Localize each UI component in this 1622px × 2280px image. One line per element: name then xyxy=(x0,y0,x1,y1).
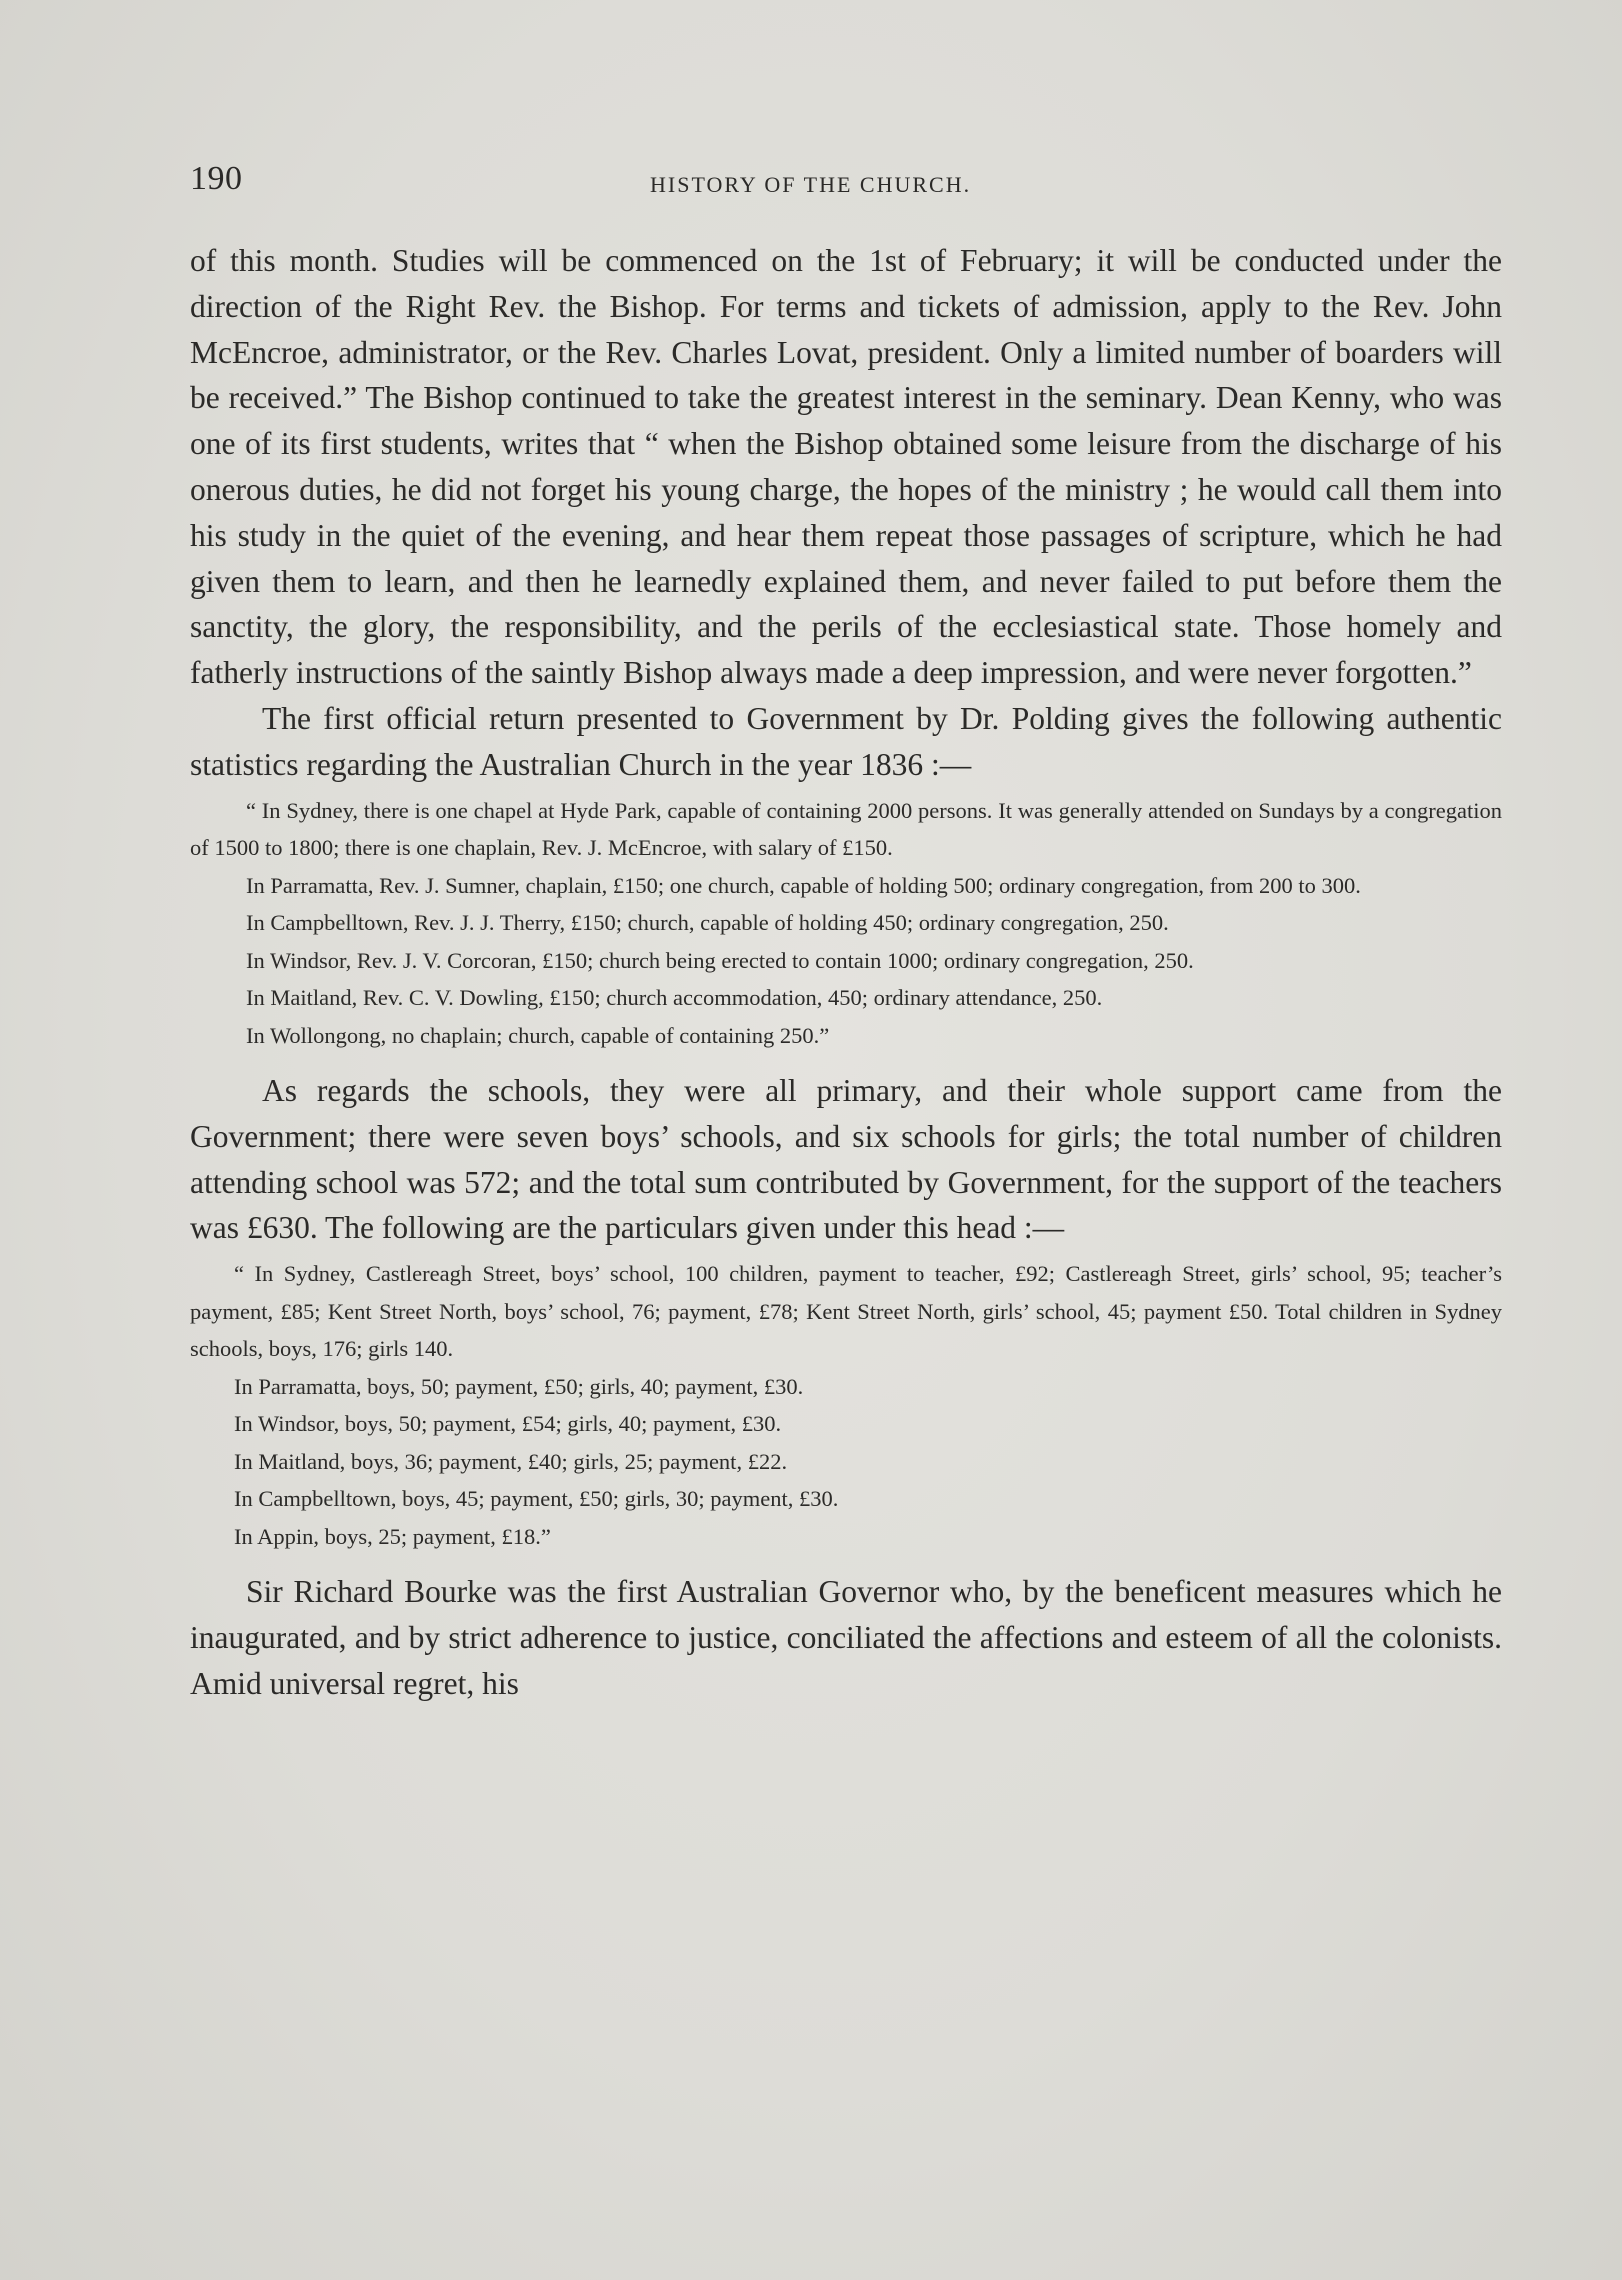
page-header xyxy=(190,160,1502,210)
school-sydney: “ In Sydney, Castlereagh Street, boys’ school, 100 children, payment to teacher, £92; Castlereagh Street, girls’ school, 95; teacher’s payment, £85; Kent Street North, boys’ school, 76; payment, £78; Kent Street North, girls’ school, 45; payment £50. Total children in Sydney schools, boys, 176; girls 140. xyxy=(190,1261,1502,1362)
quote-sydney: “ In Sydney, there is one chapel at Hyde Park, capable of containing 2000 persons. It was generally attended on Sundays by a congregation of 1500 to 1800; there is one chaplain, Rev. J. McEncroe, with salary of £150. xyxy=(190,797,1502,861)
quote-school-statistics xyxy=(190,1255,1502,1555)
quote-church-statistics xyxy=(190,792,1502,1055)
paragraph-seminary: of this month. Studies will be commenced on the 1st of February; it will be conducted under the direction of the Right Rev. the Bishop. For terms and tickets of admission, apply to the Rev. John McEncroe, administrator, or the Rev. Charles Lovat, president. Only a limited number of boarders will be received.” The Bishop continued to take the greatest interest in the seminary. Dean Kenny, who was one of its first students, writes that “ when the Bishop obtained some leisure from the discharge of his onerous duties, he did not forget his young charge, the hopes of the ministry ; he would call them into his study in the quiet of the evening, and hear them repeat those passages of scripture, which he had given them to learn, and then he learnedly explained them, and never failed to put before them the sanctity, the glory, the responsibility, and the perils of the ecclesiastical state. Those homely and fatherly instructions of the saintly Bishop always made a deep impression, and were never forgotten.” xyxy=(190,243,1502,691)
quote-parramatta: In Parramatta, Rev. J. Sumner, chaplain, £150; one church, capable of holding 500; ordinary congregation, from 200 to 300. xyxy=(246,872,1361,898)
school-maitland: In Maitland, boys, 36; payment, £40; girls, 25; payment, £22. xyxy=(234,1448,788,1474)
page-number: 190 xyxy=(190,160,243,197)
quote-campbelltown: In Campbelltown, Rev. J. J. Therry, £150; church, capable of holding 450; ordinary congregation, 250. xyxy=(246,910,1169,936)
running-head: HISTORY OF THE CHURCH. xyxy=(650,172,972,197)
paragraph-schools: As regards the schools, they were all primary, and their whole support came from the Government; there were seven boys’ schools, and six schools for girls; the total number of children attending school was 572; and the total sum contributed by Government, for the support of the teachers was £630. The following are the particulars given under this head :— xyxy=(190,1073,1502,1246)
quote-maitland: In Maitland, Rev. C. V. Dowling, £150; church accommodation, 450; ordinary attendance, 250. xyxy=(246,985,1103,1011)
school-campbelltown: In Campbelltown, boys, 45; payment, £50; girls, 30; payment, £30. xyxy=(234,1486,839,1512)
school-appin: In Appin, boys, 25; payment, £18.” xyxy=(234,1523,551,1549)
page-body xyxy=(190,238,1502,1707)
school-parramatta: In Parramatta, boys, 50; payment, £50; girls, 40; payment, £30. xyxy=(234,1373,804,1399)
quote-windsor: In Windsor, Rev. J. V. Corcoran, £150; church being erected to contain 1000; ordinary congregation, 250. xyxy=(246,947,1194,973)
paragraph-official-return: The first official return presented to Government by Dr. Polding gives the following authentic statistics regarding the Australian Church in the year 1836 :— xyxy=(190,700,1502,782)
paragraph-bourke: Sir Richard Bourke was the first Australian Governor who, by the beneficent measures which he inaugurated, and by strict adherence to justice, conciliated the affections and esteem of all the colonists. Amid universal regret, his xyxy=(190,1574,1502,1701)
quote-wollongong: In Wollongong, no chaplain; church, capable of containing 250.” xyxy=(246,1022,830,1048)
school-windsor: In Windsor, boys, 50; payment, £54; girls, 40; payment, £30. xyxy=(234,1411,782,1437)
